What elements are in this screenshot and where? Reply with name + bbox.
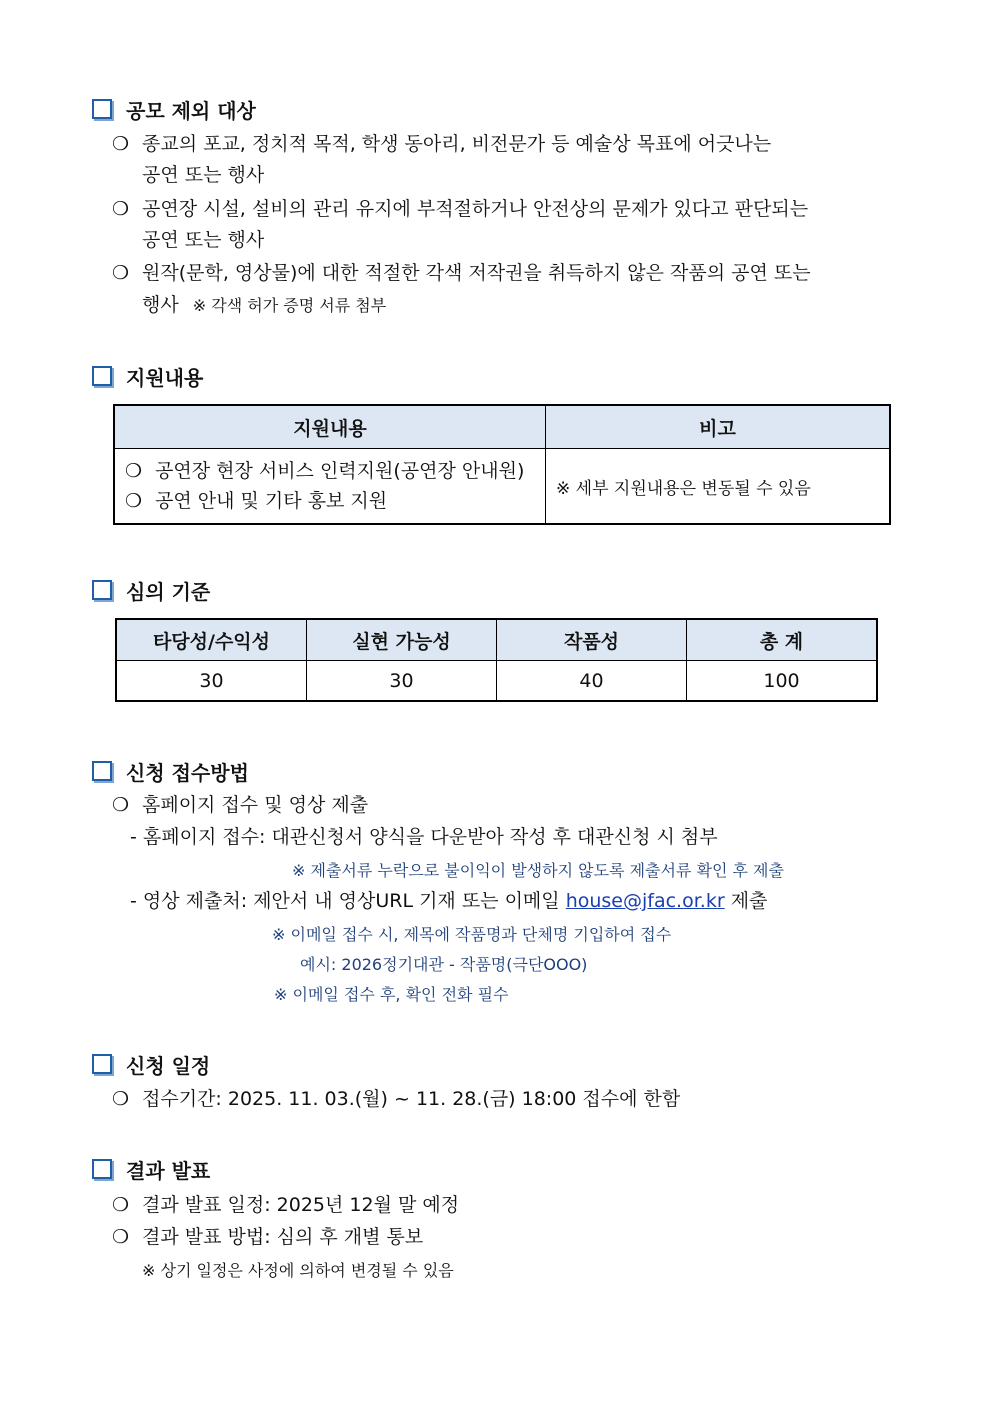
section-exclusion-header: [92, 94, 256, 124]
criteria-header: 실현 가능성: [307, 620, 497, 661]
exclusion-item-1-cont: 공연 또는 행사: [142, 164, 265, 186]
exclusion-item-3-cont: 행사 ※ 각색 허가 증명 서류 첨부: [142, 294, 387, 316]
section-title: 신청 일정: [126, 1053, 211, 1078]
criteria-value: 100: [687, 661, 877, 701]
bullet-circle-icon: ❍: [125, 490, 143, 512]
criteria-header: 작품성: [497, 620, 687, 661]
bullet-circle-icon: ❍: [112, 1226, 130, 1248]
result-item-2: ❍ 결과 발표 방법: 심의 후 개별 통보: [112, 1226, 424, 1248]
application-item: ❍ 홈페이지 접수 및 영상 제출: [112, 794, 369, 816]
application-email-example: 예시: 2026정기대관 - 작품명(극단OOO): [300, 955, 588, 974]
application-sub-homepage-note: ※ 제출서류 누락으로 불이익이 발생하지 않도록 제출서류 확인 후 제출: [292, 861, 784, 880]
bullet-circle-icon: ❍: [112, 1088, 130, 1110]
bullet-circle-icon: ❍: [112, 794, 130, 816]
result-item-1: ❍ 결과 발표 일정: 2025년 12월 말 예정: [112, 1194, 460, 1216]
support-header-content: 지원내용: [115, 406, 546, 449]
support-note-cell: ※ 세부 지원내용은 변동될 수 있음: [546, 449, 890, 524]
criteria-value: 30: [117, 661, 307, 701]
section-application-header: [92, 756, 249, 786]
bullet-circle-icon: ❍: [112, 262, 130, 284]
schedule-item: ❍ 접수기간: 2025. 11. 03.(월) ~ 11. 28.(금) 18:00 접수에 한함: [112, 1088, 681, 1110]
criteria-value: 30: [307, 661, 497, 701]
section-schedule-header: [92, 1049, 210, 1079]
criteria-header: 타당성/수익성: [117, 620, 307, 661]
section-title: 신청 접수방법: [126, 760, 249, 785]
bullet-circle-icon: ❍: [112, 1194, 130, 1216]
exclusion-item-2-cont: 공연 또는 행사: [142, 229, 265, 251]
application-sub-video: - 영상 제출처: 제안서 내 영상URL 기재 또는 이메일 house@jfac.or.kr 제출: [130, 890, 768, 912]
email-link[interactable]: house@jfac.or.kr: [565, 890, 725, 912]
support-item: ❍ 공연장 현장 서비스 인력지원(공연장 안내원): [125, 456, 545, 486]
section-title: 심의 기준: [126, 579, 211, 604]
support-header-note: 비고: [546, 406, 890, 449]
criteria-header: 총 계: [687, 620, 877, 661]
checkbox-square-icon: [92, 1054, 112, 1074]
section-title: 지원내용: [126, 365, 204, 390]
criteria-table: [116, 619, 877, 701]
section-criteria-header: [92, 575, 210, 605]
criteria-value: 40: [497, 661, 687, 701]
bullet-circle-icon: ❍: [125, 460, 143, 482]
exclusion-item-3-note: ※ 각색 허가 증명 서류 첨부: [192, 296, 387, 315]
checkbox-square-icon: [92, 99, 112, 119]
checkbox-square-icon: [92, 366, 112, 386]
checkbox-square-icon: [92, 1159, 112, 1179]
section-title: 결과 발표: [126, 1158, 211, 1183]
exclusion-item-2: ❍ 공연장 시설, 설비의 관리 유지에 부적절하거나 안전상의 문제가 있다고 판단되는: [112, 198, 809, 220]
bullet-circle-icon: ❍: [112, 198, 130, 220]
support-item: ❍ 공연 안내 및 기타 홍보 지원: [125, 486, 545, 516]
bullet-circle-icon: ❍: [112, 133, 130, 155]
section-title: 공모 제외 대상: [126, 98, 256, 123]
section-support-header: [92, 361, 203, 391]
checkbox-square-icon: [92, 580, 112, 600]
checkbox-square-icon: [92, 761, 112, 781]
support-content-cell: [115, 449, 546, 524]
application-email-note-2: ※ 이메일 접수 후, 확인 전화 필수: [274, 985, 509, 1004]
support-table: [114, 405, 890, 524]
exclusion-item-1: ❍ 종교의 포교, 정치적 목적, 학생 동아리, 비전문가 등 예술상 목표에 어긋나는: [112, 133, 772, 155]
application-email-note-1: ※ 이메일 접수 시, 제목에 작품명과 단체명 기입하여 접수: [272, 925, 672, 944]
result-note: ※ 상기 일정은 사정에 의하여 변경될 수 있음: [142, 1261, 454, 1280]
section-result-header: [92, 1154, 210, 1184]
exclusion-item-3: ❍ 원작(문학, 영상물)에 대한 적절한 각색 저작권을 취득하지 않은 작품의 공연 또는: [112, 262, 811, 284]
application-sub-homepage: - 홈페이지 접수: 대관신청서 양식을 다운받아 작성 후 대관신청 시 첨부: [130, 826, 718, 848]
